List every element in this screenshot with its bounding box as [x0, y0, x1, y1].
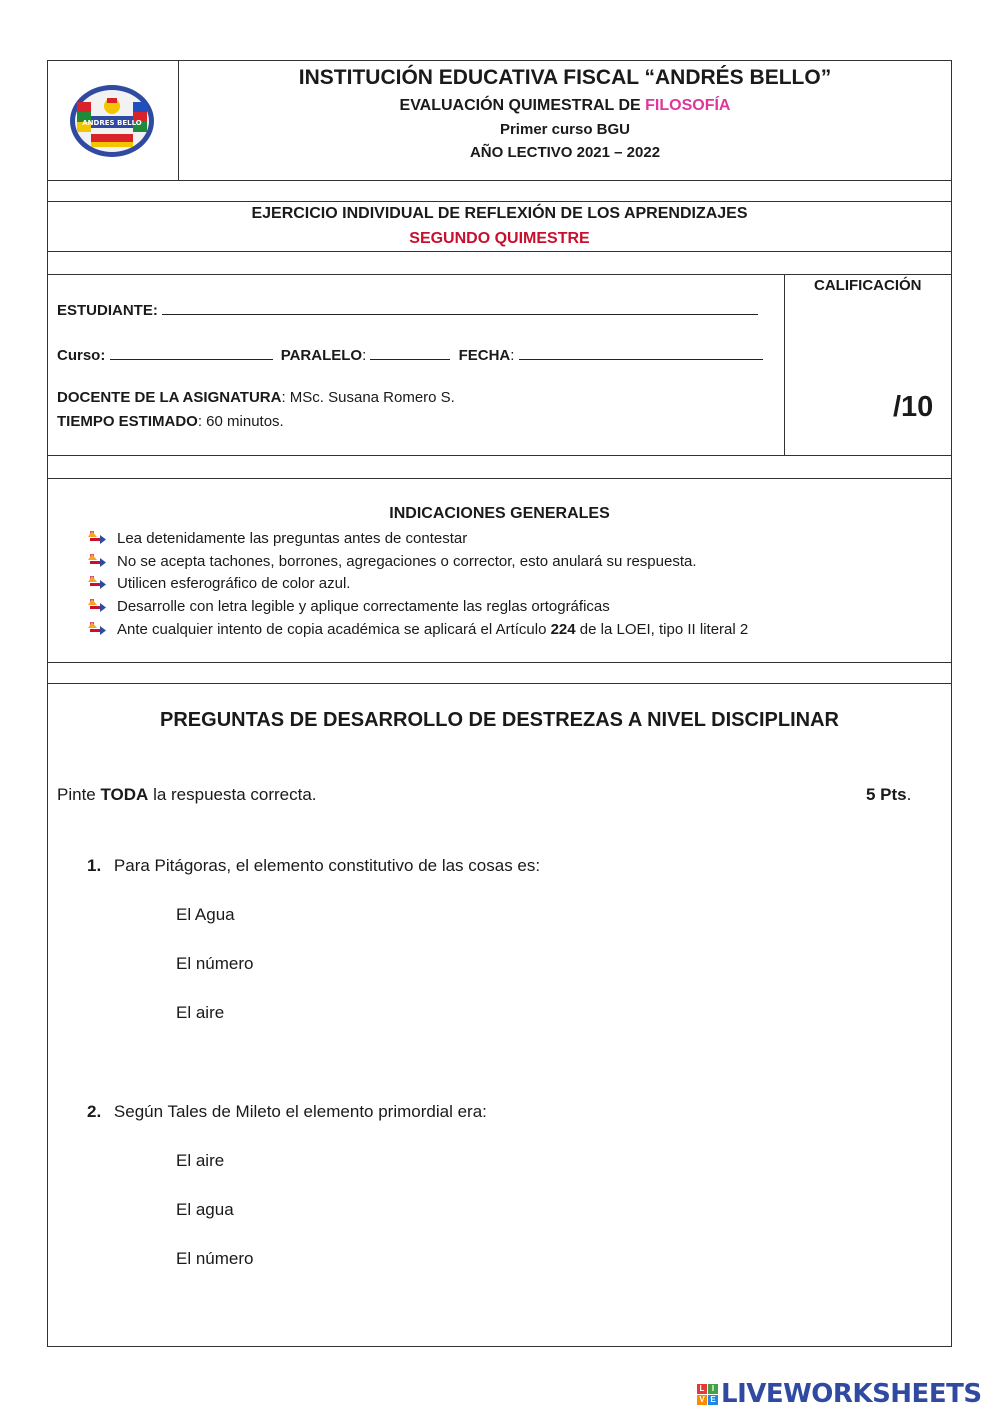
arrow-bullet-icon	[88, 553, 106, 569]
teacher-name: : MSc. Susana Romero S.	[281, 389, 455, 406]
institution-name: INSTITUCIÓN EDUCATIVA FISCAL “ANDRÉS BELLO”	[298, 66, 832, 89]
instruction-text: No se acepta tachones, borrones, agregaciones o corrector, esto anulará su respuesta.	[117, 552, 697, 570]
course-field[interactable]	[110, 345, 273, 360]
instruction-item	[88, 619, 748, 639]
exam-title	[180, 97, 950, 115]
divider	[47, 201, 952, 202]
logo-text: ANDRES BELLO	[82, 119, 142, 127]
course-label: Curso:	[57, 347, 106, 364]
subject-name: FILOSOFÍA	[645, 97, 731, 114]
student-row	[57, 300, 758, 319]
divider	[47, 251, 952, 252]
exercise-title: EJERCICIO INDIVIDUAL DE REFLEXIÓN DE LOS APRENDIZAJES	[251, 205, 748, 222]
instruction-text-pre: Ante cualquier intento de copia académica se aplicará el Artículo	[117, 620, 551, 638]
liveworksheets-watermark	[697, 1378, 982, 1410]
exam-prefix: EVALUACIÓN QUIMESTRAL DE	[399, 97, 646, 114]
question-2	[87, 1102, 487, 1122]
instruction-item	[88, 596, 610, 616]
instruction-text	[117, 621, 748, 638]
grade-max: /10	[893, 391, 934, 423]
instruction-text: Lea detenidamente las preguntas antes de contestar	[117, 529, 468, 547]
divider	[47, 274, 952, 275]
instruction-pre: Pinte	[57, 785, 101, 804]
answer-option[interactable]: El número	[176, 1249, 254, 1268]
instruction-text-post: de la LOEI, tipo II literal 2	[575, 620, 749, 638]
liveworksheets-logo-icon: L I V E	[697, 1384, 718, 1405]
divider	[47, 662, 952, 663]
parallel-label: PARALELO	[280, 347, 363, 364]
question-number: 2.	[87, 1102, 102, 1121]
instruction-item	[88, 551, 697, 571]
article-number: 224	[550, 620, 576, 638]
answer-option[interactable]: El Agua	[176, 905, 235, 924]
parallel-field[interactable]	[370, 345, 450, 360]
grade-divider	[784, 274, 785, 455]
arrow-bullet-icon	[88, 530, 106, 546]
questions-instruction	[57, 785, 317, 805]
term-label: SEGUNDO QUIMESTRE	[409, 230, 590, 247]
points-value: 5 Pts	[866, 785, 907, 804]
points-label	[866, 785, 911, 805]
question-text: Según Tales de Mileto el elemento primordial era:	[113, 1102, 487, 1121]
instruction-post: la respuesta correcta.	[148, 785, 317, 804]
time-value: : 60 minutos.	[197, 413, 284, 430]
divider	[47, 478, 952, 479]
arrow-bullet-icon	[88, 575, 106, 591]
course-name: Primer curso BGU	[499, 121, 631, 138]
teacher-row	[57, 389, 455, 406]
course-row: Curso: PARALELO: FECHA:	[57, 345, 763, 364]
instruction-text: Desarrolle con letra legible y aplique correctamente las reglas ortográficas	[117, 597, 610, 615]
divider	[47, 683, 952, 684]
instruction-text: Utilicen esferográfico de color azul.	[117, 574, 351, 592]
instruction-item	[88, 573, 350, 593]
question-number: 1.	[87, 856, 102, 875]
liveworksheets-brand: LIVEWORKSHEETS	[721, 1379, 982, 1409]
time-row	[57, 413, 284, 430]
divider	[47, 180, 952, 181]
question-text: Para Pitágoras, el elemento constitutivo de las cosas es:	[113, 856, 541, 875]
arrow-bullet-icon	[88, 621, 106, 637]
answer-option[interactable]: El aire	[176, 1003, 225, 1022]
student-name-field[interactable]	[162, 300, 758, 315]
date-label: FECHA	[458, 347, 511, 364]
time-label: TIEMPO ESTIMADO	[57, 413, 198, 430]
teacher-label: DOCENTE DE LA ASIGNATURA	[57, 389, 282, 406]
points-suffix: .	[906, 785, 912, 804]
questions-title: PREGUNTAS DE DESARROLLO DE DESTREZAS A NIVEL DISCIPLINAR	[160, 709, 839, 731]
instruction-item	[88, 528, 467, 548]
grade-label: CALIFICACIÓN	[814, 277, 922, 294]
instruction-bold: TODA	[100, 785, 149, 804]
divider	[47, 455, 952, 456]
school-year: AÑO LECTIVO 2021 – 2022	[469, 144, 661, 161]
question-1	[87, 856, 540, 876]
logo-divider	[178, 60, 179, 180]
answer-option[interactable]: El aire	[176, 1151, 225, 1170]
answer-option[interactable]: El agua	[176, 1200, 234, 1219]
answer-option[interactable]: El número	[176, 954, 254, 973]
instructions-title: INDICACIONES GENERALES	[389, 505, 610, 522]
arrow-bullet-icon	[88, 598, 106, 614]
date-field[interactable]	[519, 345, 763, 360]
student-label: ESTUDIANTE:	[57, 302, 158, 319]
school-logo	[69, 84, 155, 158]
